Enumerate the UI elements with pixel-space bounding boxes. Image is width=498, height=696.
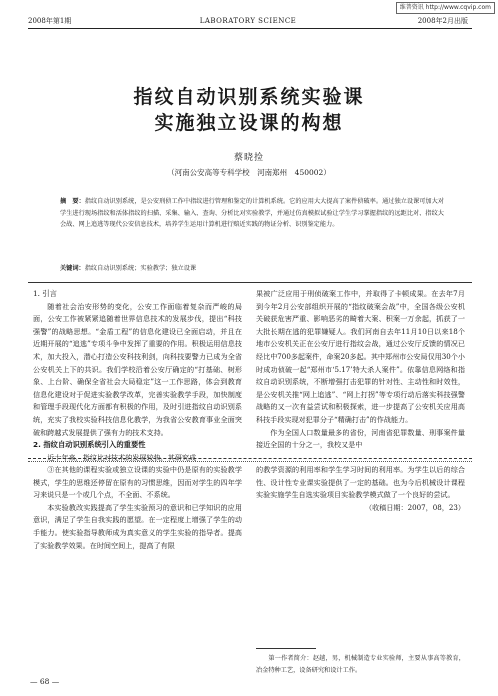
previous-article-column-left [33, 464, 242, 552]
header-issue: 2008年第1期 [28, 17, 72, 25]
abstract [60, 196, 444, 231]
keywords-text: 指纹自动识别系统；实验教学；独立设课 [84, 265, 197, 272]
keywords [60, 263, 444, 274]
paragraph: 作为全国人口数量最多的省份，河南省犯罪数量、刑事案件量接近全国的十分之一，我校又是中 [256, 427, 465, 450]
article-title-line-1: 指纹自动识别系统实验课 [133, 86, 365, 108]
article-separator-dashed [28, 458, 472, 459]
author-footnote: 第一作者简介：赵越，男，机械制造专业实验师，主要从事高等教育，冶金特种工艺，设备研究和设计工作。 [256, 655, 465, 674]
running-header [28, 16, 468, 26]
previous-article-column-right [256, 464, 465, 514]
paragraph: 随着社会治安形势的变化，公安工作面临着复杂而严峻的局面，公安工作被紧紧追随着世界信息技术的发展步伐，提出“科技强警”的战略思想。“金盾工程”的信息化建设已全面启动，并且在近期开展的“追逃”专项斗争中发挥了重要的作用。积极运用信息技术，加大投入，潜心打造公安科技利剑，向科技要警力已成为全省公安机关上下的共识。我们学校沿着公安厅确定的“打基础、树形象、上台阶、确保全省社会大局稳定”这一工作思路，体会到教育信息化建设对于促进实验教学改革，完善实验教学手段，加快制度和管理手段现代化方面都有积极的作用，及时引进指纹自动识别系统，充实了我校实验科技信息化教学，为我省公安教育事业全面突破和跨越式发展提供了强有力的技术支持。 [33, 301, 242, 437]
header-date: 2008年2月出版 [417, 17, 468, 25]
paragraph: ③在其他的课程实验或独立设课的实验中仍是原有的实验教学模式，学生的思维还停留在原有的习惯思维，因而对学生的四年学习来说只是一个或几个点，不全面、不系统。 [33, 465, 242, 500]
abstract-rule [28, 282, 472, 283]
article-separator-dotted [28, 461, 472, 462]
author-name: 蔡晓捡 [233, 153, 264, 163]
paragraph: 果被广泛应用于刑侦破案工作中，并取得了卡顿成果。在去年7月到今年2月公安部组织开展的“指纹破案会战”中，全国各级公安机关破获危害严重、影响恶劣的畸着大案、积案一万余起，抓获了一大批长期在逃的犯罪嫌疑人。我们河南自去年11月10日以来18个地市公安机关正在公安厅进行指纹会战，通过公安厅反馈的情况已经比中700多起案件，命案20多起。其中郑州市公安局仅用30个小时成功侦破一起“郑州市‘5.17’特大杀人案件”。依靠信息网络和指纹自动识别系统，不断增强打击犯罪的针对性、主动性和时效性，是公安机关推“网上追逃”、“网上打拐”等专项行动后落实科技强警战略的又一次有益尝试和积极探索，进一步提高了公安机关应用高科技手段实现对犯罪分子“精确打击”的作战能力。 [256, 289, 465, 424]
header-journal-name: LABORATORY SCIENCE [199, 17, 297, 25]
received-date: （收稿日期：2007，08，23） [365, 502, 465, 512]
body-column-left [33, 288, 242, 464]
paragraph: 的教学资源的利用率和学生学习时间的利用率。为学生以后的综合性、设计性专业课实验提供了一定的基础。也为今后机械设计课程实验实施学生自选实验项目实验教学模式做了一个良好的尝试。 [256, 465, 465, 500]
keywords-label: 关键词： [60, 265, 85, 272]
section-heading-intro: 1. 引言 [33, 289, 57, 298]
section-heading-importance: 2. 指纹自动识别系统引入的重要性 [33, 440, 146, 450]
abstract-text: 指纹自动识别系统，是公安刑侦工作中指纹进行管理和鉴定的计算机系统。它的应用大大提高了案件侦破率。通过独立设课可加大对学生进行现场指纹和活体指纹的扫描、采集、输入、查询、分析比对实验教学，并通过仿真模拟试验让学生学习掌握指纹的远距比对、指纹大会战、网上追逃等现代公安信息技术，培养学生运用计算机进行赔近实践的物证分析、识别鉴定能力。 [60, 198, 445, 228]
paragraph: 近十年来，指纹比对技术的发展较快，其研究成 [47, 452, 197, 462]
page-number: — 68 — [30, 677, 60, 686]
abstract-label: 摘 要： [60, 198, 85, 205]
body-column-right [256, 288, 465, 452]
paragraph: 本实验教改实践提高了学生实验预习的意识和已学知识的应用意识，满足了学生自我实践的愿望。在一定程度上增强了学生的动手能力。使实验指导教师成为真实意义的学生实验的指导者。提高了实验教学效果。在时间空间上，提高了有限 [33, 502, 242, 550]
header-rule [28, 28, 472, 29]
author-affiliation: （河南公安高等专科学校 河南郑州 450002） [167, 168, 331, 177]
article-title-line-2: 实施独立设课的构想 [154, 112, 344, 134]
watermark-badge[interactable]: 维普资讯 http://www.cqvip.com [396, 2, 495, 14]
footnote-rule [256, 648, 316, 649]
